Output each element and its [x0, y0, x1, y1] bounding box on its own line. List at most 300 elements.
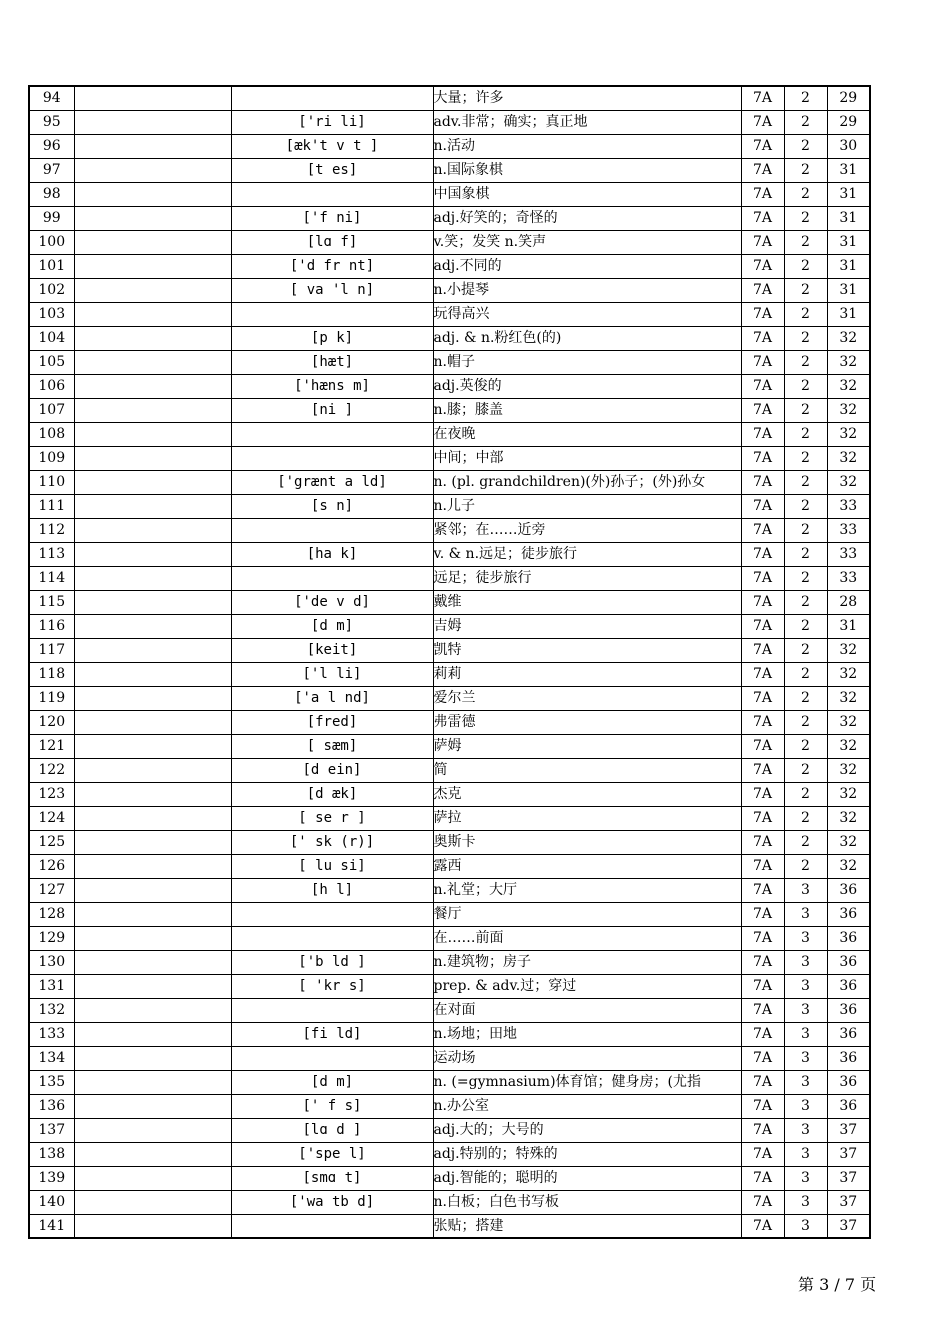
unit-cell: 3: [784, 1094, 827, 1118]
table-row: [29, 134, 870, 158]
phonetic-cell: [231, 1046, 433, 1070]
meaning-cell: n. (pl. grandchildren)(外)孙子；(外)孙女: [433, 470, 741, 494]
meaning-cell: n.膝；膝盖: [433, 398, 741, 422]
meaning-cell: n.帽子: [433, 350, 741, 374]
word-cell: [74, 206, 231, 230]
phonetic-cell: [p k]: [231, 326, 433, 350]
table-row: [29, 302, 870, 326]
book-cell: 7A: [741, 254, 784, 278]
page-cell: 32: [827, 470, 870, 494]
meaning-cell: 简: [433, 758, 741, 782]
row-number: 116: [29, 614, 74, 638]
meaning-cell: 杰克: [433, 782, 741, 806]
meaning-cell: adj. & n.粉红色(的): [433, 326, 741, 350]
book-cell: 7A: [741, 1214, 784, 1238]
unit-cell: 2: [784, 614, 827, 638]
table-row: [29, 974, 870, 998]
table-row: [29, 566, 870, 590]
phonetic-cell: [æk't v t ]: [231, 134, 433, 158]
row-number: 126: [29, 854, 74, 878]
row-number: 115: [29, 590, 74, 614]
page-cell: 32: [827, 638, 870, 662]
meaning-cell: n.小提琴: [433, 278, 741, 302]
unit-cell: 2: [784, 830, 827, 854]
table-row: [29, 494, 870, 518]
page-cell: 32: [827, 758, 870, 782]
phonetic-cell: [ lu si]: [231, 854, 433, 878]
page-cell: 32: [827, 326, 870, 350]
book-cell: 7A: [741, 950, 784, 974]
phonetic-cell: [' sk (r)]: [231, 830, 433, 854]
page-cell: 32: [827, 446, 870, 470]
phonetic-cell: ['hæns m]: [231, 374, 433, 398]
phonetic-cell: [231, 86, 433, 110]
book-cell: 7A: [741, 1022, 784, 1046]
phonetic-cell: ['ri li]: [231, 110, 433, 134]
word-cell: [74, 1118, 231, 1142]
word-cell: [74, 350, 231, 374]
row-number: 121: [29, 734, 74, 758]
phonetic-cell: [231, 182, 433, 206]
meaning-cell: n.场地；田地: [433, 1022, 741, 1046]
row-number: 108: [29, 422, 74, 446]
table-row: [29, 902, 870, 926]
book-cell: 7A: [741, 110, 784, 134]
page-cell: 36: [827, 878, 870, 902]
meaning-cell: n.活动: [433, 134, 741, 158]
phonetic-cell: [d æk]: [231, 782, 433, 806]
meaning-cell: prep. & adv.过；穿过: [433, 974, 741, 998]
book-cell: 7A: [741, 1142, 784, 1166]
page-cell: 32: [827, 398, 870, 422]
book-cell: 7A: [741, 302, 784, 326]
book-cell: 7A: [741, 686, 784, 710]
unit-cell: 2: [784, 110, 827, 134]
phonetic-cell: [d ein]: [231, 758, 433, 782]
row-number: 95: [29, 110, 74, 134]
table-row: [29, 422, 870, 446]
row-number: 125: [29, 830, 74, 854]
row-number: 103: [29, 302, 74, 326]
word-cell: [74, 710, 231, 734]
table-row: [29, 206, 870, 230]
phonetic-cell: [ sæm]: [231, 734, 433, 758]
phonetic-cell: [ha k]: [231, 542, 433, 566]
row-number: 102: [29, 278, 74, 302]
table-row: [29, 662, 870, 686]
meaning-cell: adj.大的；大号的: [433, 1118, 741, 1142]
phonetic-cell: ['de v d]: [231, 590, 433, 614]
unit-cell: 2: [784, 542, 827, 566]
book-cell: 7A: [741, 878, 784, 902]
row-number: 141: [29, 1214, 74, 1238]
unit-cell: 2: [784, 518, 827, 542]
book-cell: 7A: [741, 1046, 784, 1070]
meaning-cell: 吉姆: [433, 614, 741, 638]
phonetic-cell: [fred]: [231, 710, 433, 734]
table-row: [29, 830, 870, 854]
unit-cell: 2: [784, 422, 827, 446]
unit-cell: 2: [784, 278, 827, 302]
unit-cell: 3: [784, 878, 827, 902]
page-cell: 36: [827, 1046, 870, 1070]
book-cell: 7A: [741, 854, 784, 878]
unit-cell: 3: [784, 1142, 827, 1166]
word-cell: [74, 86, 231, 110]
book-cell: 7A: [741, 134, 784, 158]
table-row: [29, 926, 870, 950]
phonetic-cell: ['spe l]: [231, 1142, 433, 1166]
book-cell: 7A: [741, 518, 784, 542]
meaning-cell: 在对面: [433, 998, 741, 1022]
page-cell: 32: [827, 806, 870, 830]
row-number: 99: [29, 206, 74, 230]
meaning-cell: 萨姆: [433, 734, 741, 758]
row-number: 96: [29, 134, 74, 158]
table-row: [29, 1214, 870, 1238]
phonetic-cell: ['f ni]: [231, 206, 433, 230]
page-cell: 36: [827, 1094, 870, 1118]
row-number: 117: [29, 638, 74, 662]
table-row: [29, 1094, 870, 1118]
unit-cell: 2: [784, 398, 827, 422]
phonetic-cell: [' f s]: [231, 1094, 433, 1118]
page-cell: 31: [827, 158, 870, 182]
book-cell: 7A: [741, 542, 784, 566]
table-row: [29, 110, 870, 134]
unit-cell: 3: [784, 1166, 827, 1190]
word-cell: [74, 638, 231, 662]
vocabulary-table: [28, 85, 871, 1239]
book-cell: 7A: [741, 782, 784, 806]
word-cell: [74, 758, 231, 782]
book-cell: 7A: [741, 470, 784, 494]
word-cell: [74, 686, 231, 710]
unit-cell: 2: [784, 374, 827, 398]
book-cell: 7A: [741, 926, 784, 950]
word-cell: [74, 1190, 231, 1214]
phonetic-cell: [231, 1214, 433, 1238]
page-cell: 37: [827, 1214, 870, 1238]
table-row: [29, 806, 870, 830]
word-cell: [74, 974, 231, 998]
row-number: 114: [29, 566, 74, 590]
meaning-cell: 紧邻；在……近旁: [433, 518, 741, 542]
phonetic-cell: [h l]: [231, 878, 433, 902]
phonetic-cell: [231, 422, 433, 446]
table-row: [29, 398, 870, 422]
word-cell: [74, 806, 231, 830]
unit-cell: 3: [784, 950, 827, 974]
phonetic-cell: [lɑ f]: [231, 230, 433, 254]
unit-cell: 2: [784, 710, 827, 734]
page-cell: 33: [827, 542, 870, 566]
word-cell: [74, 398, 231, 422]
meaning-cell: 凯特: [433, 638, 741, 662]
page-cell: 36: [827, 974, 870, 998]
book-cell: 7A: [741, 1094, 784, 1118]
unit-cell: 2: [784, 470, 827, 494]
word-cell: [74, 374, 231, 398]
row-number: 134: [29, 1046, 74, 1070]
phonetic-cell: [fi ld]: [231, 1022, 433, 1046]
word-cell: [74, 254, 231, 278]
word-cell: [74, 614, 231, 638]
word-cell: [74, 302, 231, 326]
phonetic-cell: ['a l nd]: [231, 686, 433, 710]
page-cell: 37: [827, 1142, 870, 1166]
word-cell: [74, 782, 231, 806]
phonetic-cell: ['wa tb d]: [231, 1190, 433, 1214]
meaning-cell: 张贴；搭建: [433, 1214, 741, 1238]
meaning-cell: v.笑；发笑 n.笑声: [433, 230, 741, 254]
page-cell: 36: [827, 1022, 870, 1046]
row-number: 136: [29, 1094, 74, 1118]
meaning-cell: adj.特别的；特殊的: [433, 1142, 741, 1166]
row-number: 113: [29, 542, 74, 566]
page-cell: 36: [827, 926, 870, 950]
table-row: [29, 326, 870, 350]
page-cell: 29: [827, 86, 870, 110]
meaning-cell: 露西: [433, 854, 741, 878]
phonetic-cell: ['b ld ]: [231, 950, 433, 974]
unit-cell: 2: [784, 566, 827, 590]
table-row: [29, 158, 870, 182]
word-cell: [74, 926, 231, 950]
phonetic-cell: [ va 'l n]: [231, 278, 433, 302]
row-number: 100: [29, 230, 74, 254]
phonetic-cell: [s n]: [231, 494, 433, 518]
book-cell: 7A: [741, 326, 784, 350]
meaning-cell: adj.不同的: [433, 254, 741, 278]
word-cell: [74, 902, 231, 926]
table-row: [29, 734, 870, 758]
unit-cell: 2: [784, 254, 827, 278]
table-row: [29, 998, 870, 1022]
phonetic-cell: [ se r ]: [231, 806, 433, 830]
page-cell: 36: [827, 1070, 870, 1094]
page-cell: 32: [827, 854, 870, 878]
page-cell: 31: [827, 230, 870, 254]
meaning-cell: 爱尔兰: [433, 686, 741, 710]
table-row: [29, 278, 870, 302]
table-row: [29, 1118, 870, 1142]
phonetic-cell: [smɑ t]: [231, 1166, 433, 1190]
word-cell: [74, 566, 231, 590]
unit-cell: 2: [784, 494, 827, 518]
row-number: 137: [29, 1118, 74, 1142]
phonetic-cell: [231, 902, 433, 926]
unit-cell: 2: [784, 734, 827, 758]
table-row: [29, 878, 870, 902]
word-cell: [74, 518, 231, 542]
word-cell: [74, 1166, 231, 1190]
phonetic-cell: [t es]: [231, 158, 433, 182]
meaning-cell: 运动场: [433, 1046, 741, 1070]
phonetic-cell: ['grænt a ld]: [231, 470, 433, 494]
phonetic-cell: [ni ]: [231, 398, 433, 422]
word-cell: [74, 110, 231, 134]
word-cell: [74, 278, 231, 302]
meaning-cell: 远足；徒步旅行: [433, 566, 741, 590]
meaning-cell: adj.英俊的: [433, 374, 741, 398]
row-number: 104: [29, 326, 74, 350]
word-cell: [74, 998, 231, 1022]
unit-cell: 3: [784, 1118, 827, 1142]
unit-cell: 3: [784, 1046, 827, 1070]
meaning-cell: n.儿子: [433, 494, 741, 518]
book-cell: 7A: [741, 830, 784, 854]
meaning-cell: 中间；中部: [433, 446, 741, 470]
page-number-footer: 第 3 / 7 页: [798, 1275, 877, 1294]
book-cell: 7A: [741, 998, 784, 1022]
word-cell: [74, 1046, 231, 1070]
book-cell: 7A: [741, 902, 784, 926]
book-cell: 7A: [741, 278, 784, 302]
meaning-cell: 奥斯卡: [433, 830, 741, 854]
meaning-cell: n.礼堂；大厅: [433, 878, 741, 902]
page-cell: 32: [827, 710, 870, 734]
phonetic-cell: ['d fr nt]: [231, 254, 433, 278]
row-number: 110: [29, 470, 74, 494]
unit-cell: 3: [784, 998, 827, 1022]
unit-cell: 2: [784, 686, 827, 710]
book-cell: 7A: [741, 182, 784, 206]
word-cell: [74, 422, 231, 446]
row-number: 119: [29, 686, 74, 710]
row-number: 109: [29, 446, 74, 470]
book-cell: 7A: [741, 590, 784, 614]
unit-cell: 3: [784, 974, 827, 998]
book-cell: 7A: [741, 638, 784, 662]
phonetic-cell: [231, 566, 433, 590]
meaning-cell: n.白板；白色书写板: [433, 1190, 741, 1214]
unit-cell: 2: [784, 806, 827, 830]
meaning-cell: n.国际象棋: [433, 158, 741, 182]
row-number: 111: [29, 494, 74, 518]
unit-cell: 2: [784, 350, 827, 374]
book-cell: 7A: [741, 1070, 784, 1094]
meaning-cell: 萨拉: [433, 806, 741, 830]
book-cell: 7A: [741, 158, 784, 182]
meaning-cell: 弗雷德: [433, 710, 741, 734]
page-cell: 31: [827, 182, 870, 206]
page-cell: 32: [827, 662, 870, 686]
unit-cell: 3: [784, 1070, 827, 1094]
word-cell: [74, 1070, 231, 1094]
table-row: [29, 446, 870, 470]
table-row: [29, 614, 870, 638]
word-cell: [74, 134, 231, 158]
unit-cell: 2: [784, 326, 827, 350]
meaning-cell: 中国象棋: [433, 182, 741, 206]
unit-cell: 2: [784, 206, 827, 230]
word-cell: [74, 542, 231, 566]
unit-cell: 2: [784, 782, 827, 806]
row-number: 101: [29, 254, 74, 278]
page-cell: 33: [827, 518, 870, 542]
row-number: 135: [29, 1070, 74, 1094]
phonetic-cell: [ 'kr s]: [231, 974, 433, 998]
book-cell: 7A: [741, 566, 784, 590]
word-cell: [74, 230, 231, 254]
vocabulary-table-body: [29, 86, 870, 1238]
table-row: [29, 1022, 870, 1046]
phonetic-cell: [lɑ d ]: [231, 1118, 433, 1142]
row-number: 130: [29, 950, 74, 974]
table-row: [29, 758, 870, 782]
row-number: 140: [29, 1190, 74, 1214]
book-cell: 7A: [741, 494, 784, 518]
page-cell: 32: [827, 686, 870, 710]
page-cell: 37: [827, 1118, 870, 1142]
page-cell: 30: [827, 134, 870, 158]
unit-cell: 2: [784, 758, 827, 782]
row-number: 129: [29, 926, 74, 950]
row-number: 112: [29, 518, 74, 542]
table-row: [29, 542, 870, 566]
word-cell: [74, 590, 231, 614]
table-row: [29, 950, 870, 974]
word-cell: [74, 494, 231, 518]
table-row: [29, 230, 870, 254]
row-number: 127: [29, 878, 74, 902]
unit-cell: 2: [784, 638, 827, 662]
page-cell: 31: [827, 614, 870, 638]
row-number: 133: [29, 1022, 74, 1046]
page-cell: 32: [827, 734, 870, 758]
book-cell: 7A: [741, 1118, 784, 1142]
meaning-cell: 在夜晚: [433, 422, 741, 446]
word-cell: [74, 182, 231, 206]
book-cell: 7A: [741, 422, 784, 446]
meaning-cell: 在……前面: [433, 926, 741, 950]
book-cell: 7A: [741, 710, 784, 734]
word-cell: [74, 662, 231, 686]
book-cell: 7A: [741, 230, 784, 254]
table-row: [29, 1070, 870, 1094]
unit-cell: 2: [784, 230, 827, 254]
row-number: 132: [29, 998, 74, 1022]
unit-cell: 2: [784, 446, 827, 470]
page-cell: 32: [827, 830, 870, 854]
phonetic-cell: [231, 998, 433, 1022]
page-cell: 33: [827, 566, 870, 590]
table-row: [29, 782, 870, 806]
meaning-cell: 莉莉: [433, 662, 741, 686]
word-cell: [74, 446, 231, 470]
page-cell: 37: [827, 1190, 870, 1214]
row-number: 118: [29, 662, 74, 686]
book-cell: 7A: [741, 662, 784, 686]
meaning-cell: 戴维: [433, 590, 741, 614]
word-cell: [74, 878, 231, 902]
row-number: 106: [29, 374, 74, 398]
meaning-cell: n.建筑物；房子: [433, 950, 741, 974]
book-cell: 7A: [741, 446, 784, 470]
table-row: [29, 638, 870, 662]
meaning-cell: 餐厅: [433, 902, 741, 926]
unit-cell: 2: [784, 302, 827, 326]
phonetic-cell: [231, 446, 433, 470]
table-row: [29, 518, 870, 542]
meaning-cell: adj.好笑的；奇怪的: [433, 206, 741, 230]
table-row: [29, 1142, 870, 1166]
word-cell: [74, 830, 231, 854]
page-cell: 36: [827, 902, 870, 926]
word-cell: [74, 854, 231, 878]
table-row: [29, 182, 870, 206]
